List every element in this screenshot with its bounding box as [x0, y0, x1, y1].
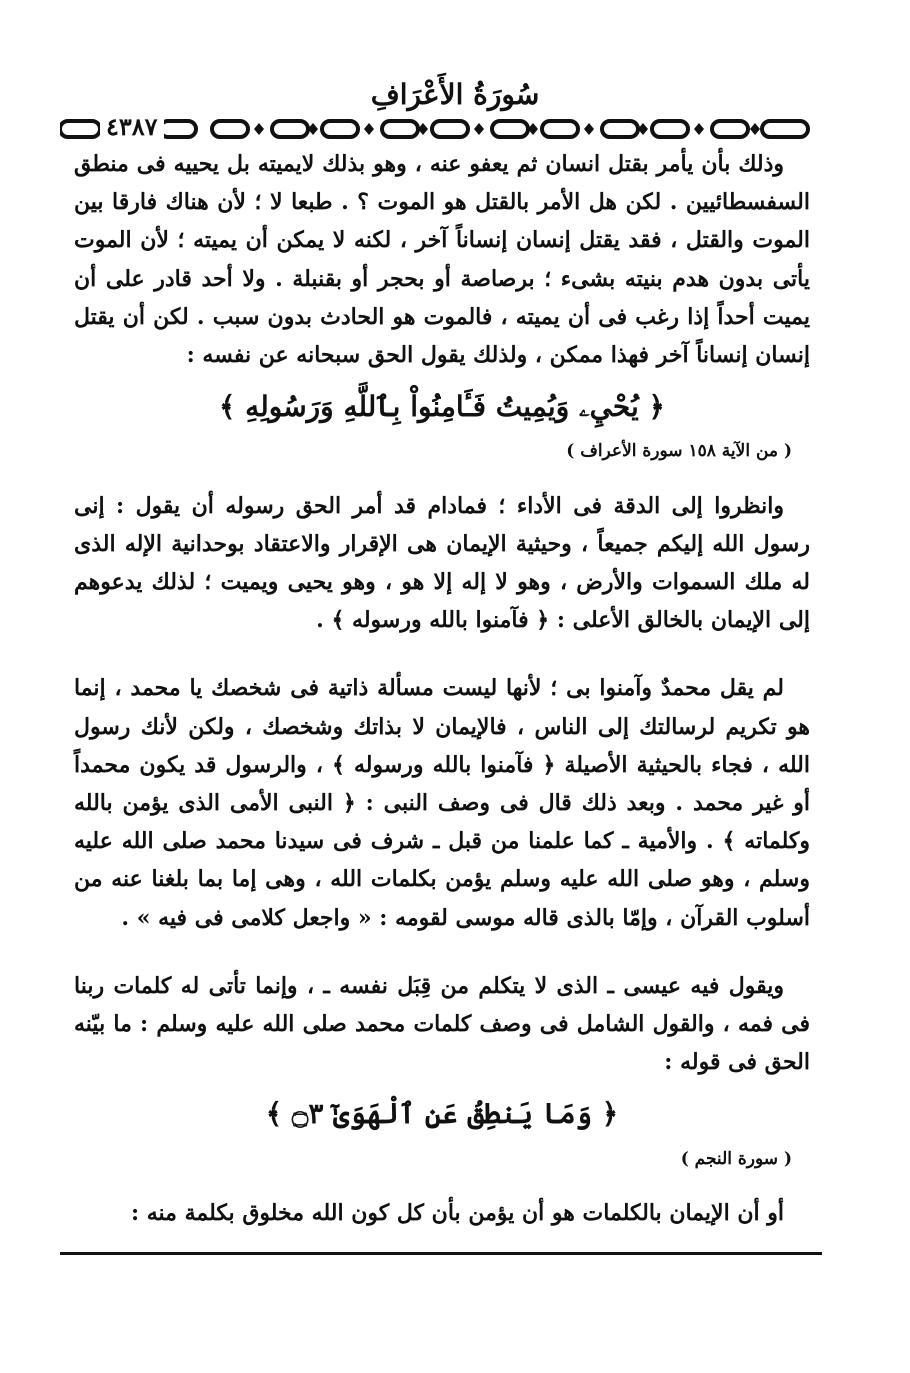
surah-title: سُورَةُ الأَعْرَافِ [370, 78, 540, 111]
paragraph-2: وانظروا إلى الدقة فى الأداء ؛ فمادام قد أمر الحق رسوله أن يقول : إنى رسول الله إليكم جميعاً ، وحيثية الإيمان هى الإقرار والاعتقاد بوحدانية الإله الذى له ملك السموات والأرض ، وهو لا إله إلا هو ، وهو يحيى ويميت ؛ لذلك يدعوهم إلى الإيمان بالخالق الأعلى : ﴿ فآمنوا بالله ورسوله ﴾ . [74, 492, 810, 634]
paragraph-1: وذلك بأن يأمر بقتل انسان ثم يعفو عنه ، وهو بذلك لايميته بل يحييه فى منطق السفسطائيين . لكن هل الأمر بالقتل هو الموت ؟ . طبعا لا ؛ لأن هناك فارقا بين الموت والقتل ، فقد يقتل إنسان إنساناً آخر ، لكنه لا يمكن أن يميته ؛ لأن الموت يأتى بدون هدم بنيته بشىء ؛ برصاصة أو بحجر أو بقنبلة . ولا أحد قادر على أن يميت أحداً إذا رغب فى أن يميته ، فالموت هو الحادث بدون سبب . لكن أن يقتل إنسان إنساناً آخر فهذا ممكن ، ولذلك يقول الحق سبحانه عن نفسه : [74, 151, 810, 369]
verse-reference-1: ( من الآية ١٥٨ سورة الأعراف ) [566, 441, 792, 462]
quran-verse-1: ﴿ يُحْيِۦ وَيُمِيتُ فَـَٔامِنُواْ بِٱللَّهِ وَرَسُولِهِ ﴾ [219, 390, 665, 424]
paragraph-4: ويقول فيه عيسى ـ الذى لا يتكلم من قِبَل نفسه ـ ، وإنما تأتى له كلمات ربنا فى فمه ، والقول الشامل فى وصف كلمات محمد صلى الله عليه وسلم : ما بيّنه الحق فى قوله : [74, 972, 810, 1076]
ornamental-border [60, 116, 812, 142]
paragraph-3: لم يقل محمدٌ وآمنوا بى ؛ لأنها ليست مسألة ذاتية فى شخصك يا محمد ، إنما هو تكريم لرسالتك إلى الناس ، فالإيمان لا بذاتك وشخصك ، ولكن لأنك رسول الله ، فجاء بالحيثية الأصيلة ﴿ فآمنوا بالله ورسوله ﴾ ، والرسول قد يكون محمداً أو غير محمد . وبعد ذلك قال فى وصف النبى : ﴿ النبى الأمى الذى يؤمن بالله وكلماته ﴾ . والأمية ـ كما علمنا من قبل ـ شرف فى سيدنا محمد صلى الله عليه وسلم ، وهو صلى الله عليه وسلم يؤمن بكلمات الله ، وهى إما بما بلغنا عنه من أسلوب القرآن ، وإمّا بالذى قاله موسى لقومه : « واجعل كلامى فى فيه » . [74, 675, 810, 931]
page-number: ٤٣٨٧ [100, 112, 164, 141]
page-body [74, 145, 810, 1232]
quran-verse-2: ﴿ وَمَا يَنطِقُ عَنِ ٱلْهَوَىٰٓ ۝٣ ﴾ [265, 1097, 619, 1131]
paragraph-5: أو أن الإيمان بالكلمات هو أن يؤمن بأن كل كون الله مخلوق بكلمة منه : [130, 1199, 784, 1226]
verse-reference-2: ( سورة النجم ) [680, 1148, 792, 1169]
footer-rule [60, 1252, 822, 1255]
